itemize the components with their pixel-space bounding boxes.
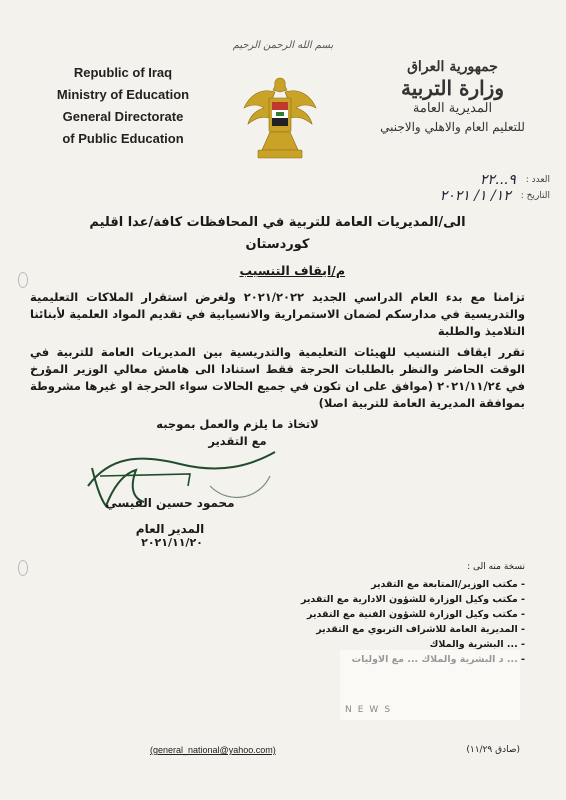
copy-item: - مكتب الوزير/المتابعة مع التقدير	[180, 577, 525, 592]
document-meta	[380, 172, 550, 204]
subject-line: م/ايقاف التنسيب	[239, 263, 345, 278]
arabic-header	[355, 58, 550, 136]
number-value: ٩...٢٢	[479, 172, 516, 188]
signatory-date: ٢٠٢١/١١/٢٠	[141, 536, 203, 549]
arabic-header-line: المديرية العامة	[412, 101, 493, 116]
date-label: التاريخ :	[520, 191, 550, 201]
signatory-block	[80, 490, 260, 542]
number-label: العدد :	[525, 175, 550, 185]
arabic-header-line: وزارة التربية	[400, 76, 505, 100]
english-header-line: of Public Education	[62, 131, 184, 146]
english-header-line: General Directorate	[62, 109, 184, 124]
arabic-header-line: للتعليم العام والاهلي والاجنبي	[380, 120, 525, 134]
copy-item: - المديرية العامة للاشراف التربوي مع التقدير	[180, 622, 525, 637]
addressee-line: الى/المديريات العامة للتربية في المحافظات كافة/عدا اقليم	[89, 215, 466, 230]
copies-header: نسخة منه الى :	[467, 562, 525, 572]
iraq-eagle-emblem	[240, 70, 320, 170]
punch-hole-mark	[18, 272, 28, 288]
copy-item: - مكتب وكيل الوزارة للشؤون الفنية مع التقدير	[180, 607, 525, 622]
date-value: ١٢/ ١/ ٢٠٢١	[439, 188, 511, 204]
signatory-name: محمود حسين القيسي	[105, 496, 235, 510]
footer-email: (general_national@yahoo.com)	[150, 745, 276, 755]
signatory-title: المدير العام	[135, 522, 205, 536]
copy-item: - ... البشرية والملاك	[180, 637, 525, 652]
letter-body	[30, 212, 525, 450]
closing-regards: مع التقدير	[208, 434, 267, 448]
addressee	[30, 212, 525, 256]
paragraph: تزامنا مع بدء العام الدراسي الجديد ٢٠٢١/٢٠٢٢ ولغرض استقرار الملاكات التعليمية والتدريسية في مدارسكم لضمان الاستمرارية والانسيابية في تقديم المواد العلمية لأبنائنا التلاميذ والطلبة	[30, 290, 525, 338]
english-header	[48, 62, 198, 150]
punch-hole-mark	[18, 560, 28, 576]
watermark-text: NEWS	[345, 705, 397, 715]
copy-item: - مكتب وكيل الوزارة للشؤون الادارية مع التقدير	[180, 592, 525, 607]
english-header-line: Ministry of Education	[56, 87, 190, 102]
paragraph: تقرر ايقاف التنسيب للهيئات التعليمية والتدريسية بين المديريات العامة للتربية في الوقت الحاضر والنظر بالطلبات الحرجة فقط استنادا الى هامش معالي الوزير المؤرخ في ٢٠٢١/١١/٢٤ (موافق على ان تكون في جميع الحالات سواء الحرجة او غيرها مشروطة بموافقة المديرية العامة للتربية اصلا)	[30, 345, 525, 410]
arabic-header-line: جمهورية العراق	[407, 59, 498, 75]
basmala: بسم الله الرحمن الرحيم	[232, 40, 334, 51]
closing-line: لاتخاذ ما يلزم والعمل بموجبه	[156, 417, 319, 431]
english-header-line: Republic of Iraq	[73, 65, 173, 80]
footer-reference: (صادق ١١/٢٩)	[466, 745, 520, 755]
addressee-line: كوردستان	[245, 237, 310, 252]
